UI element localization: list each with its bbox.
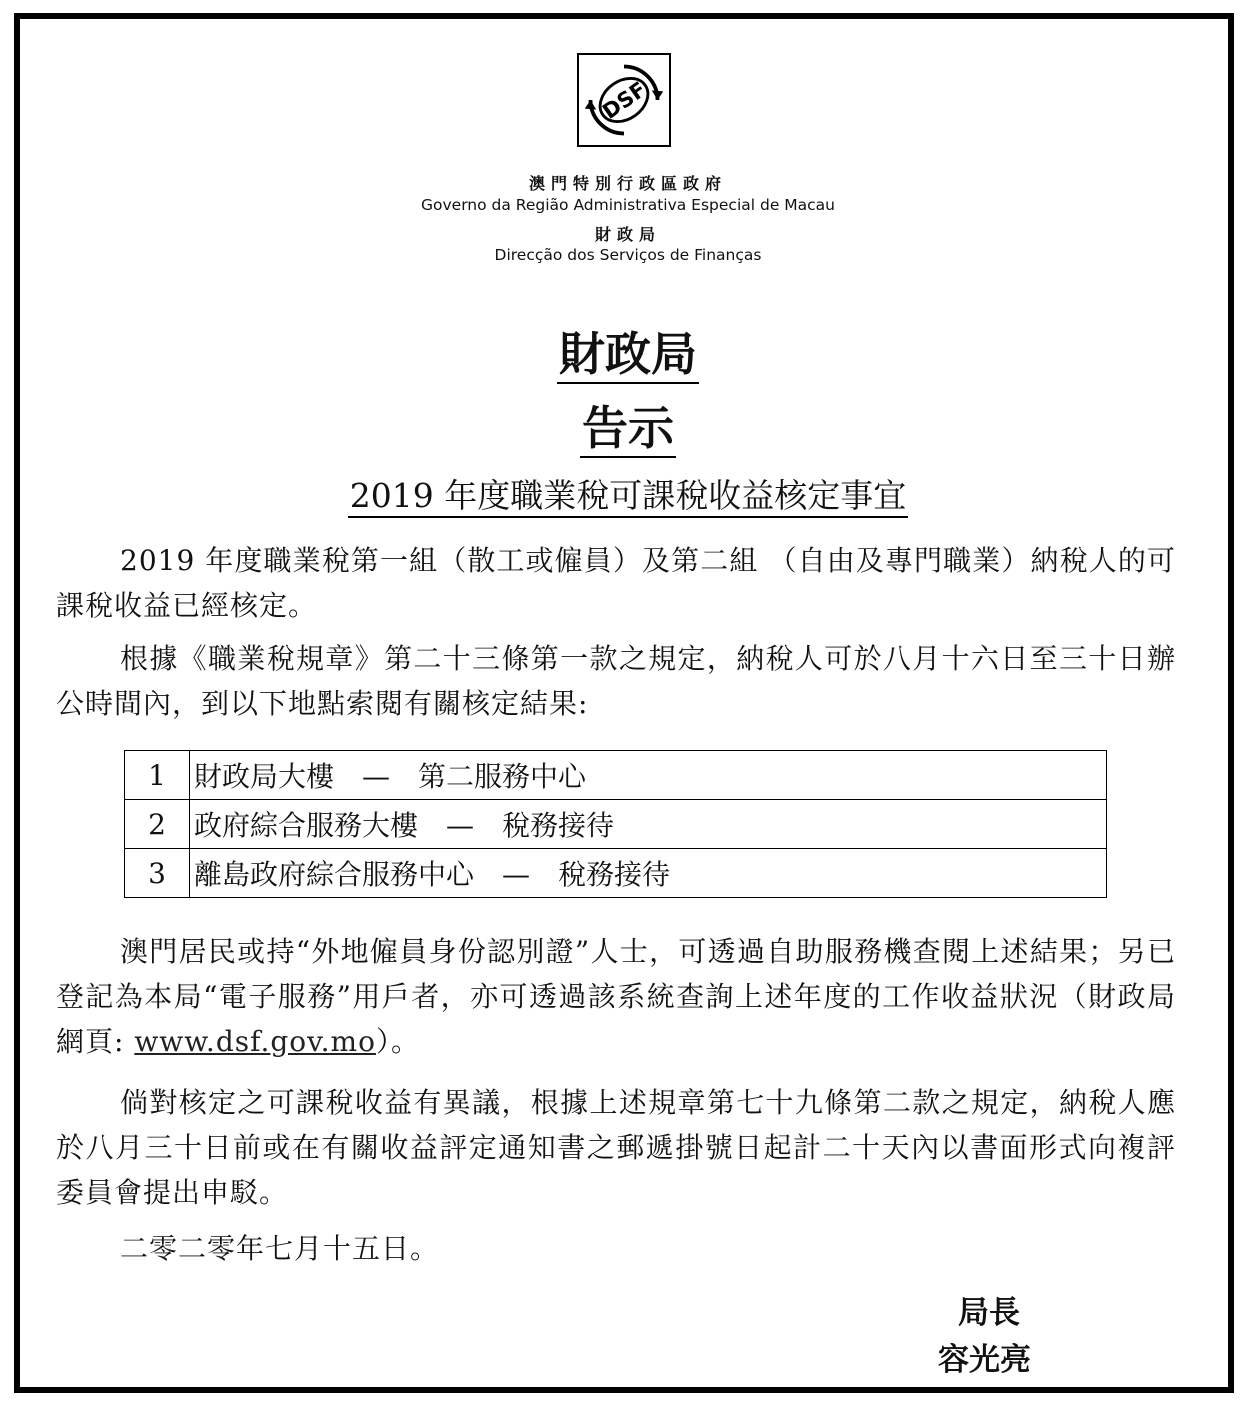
location-name: 財政局大樓 — 第二服務中心 (190, 751, 1107, 800)
notice-date: 二零二零年七月十五日。 (120, 1232, 440, 1265)
signature-name: 容光亮 (938, 1342, 1031, 1378)
government-name-chinese: 澳門特別行政區政府 (528, 174, 727, 193)
svg-text:DSF: DSF (597, 76, 651, 124)
dsf-logo-mark (579, 55, 669, 145)
dsf-logo (577, 53, 671, 147)
paragraph-objection: 倘對核定之可課稅收益有異議，根據上述規章第七十九條第二款之規定，納稅人應於八月三十日前或在有關收益評定通知書之郵遞掛號日起計二十天內以書面形式向複評委員會提出申駁。 (56, 1086, 1176, 1209)
notice-kind: 告示 (0, 392, 1256, 458)
notice-issuer: 財政局 (0, 318, 1256, 384)
table-row (125, 800, 1107, 849)
department-name-portuguese: Direcção dos Serviços de Finanças (494, 246, 762, 264)
paragraph-online-check: 澳門居民或持“外地僱員身份認別證”人士，可透過自助服務機查閱上述結果；另已登記為本局“電子服務”用戶者，亦可透過該系統查詢上述年度的工作收益狀況（財政局網頁: www.dsf.gov.mo）。 (56, 935, 1176, 1058)
location-name: 離島政府綜合服務中心 — 稅務接待 (190, 849, 1107, 898)
table-row (125, 751, 1107, 800)
paragraph-assessment: 2019 年度職業稅第一組（散工或僱員）及第二組 （自由及專門職業）納稅人的可課稅收益已經核定。 (56, 544, 1176, 622)
location-number: 1 (125, 751, 190, 800)
notice-subject: 2019 年度職業稅可課稅收益核定事宜 (0, 470, 1256, 517)
government-name-portuguese: Governo da Região Administrativa Especial de Macau (421, 196, 835, 214)
location-number: 2 (125, 800, 190, 849)
location-number: 3 (125, 849, 190, 898)
paragraph-consultation: 根據《職業稅規章》第二十三條第一款之規定，納稅人可於八月十六日至三十日辦公時間內，到以下地點索閱有關核定結果: (56, 642, 1176, 720)
table-row (125, 849, 1107, 898)
website-link[interactable]: www.dsf.gov.mo (134, 1025, 376, 1058)
location-name: 政府綜合服務大樓 — 稅務接待 (190, 800, 1107, 849)
locations-table (124, 750, 1107, 898)
signature-title: 局長 (958, 1295, 1020, 1331)
department-name-chinese: 財政局 (594, 225, 661, 244)
